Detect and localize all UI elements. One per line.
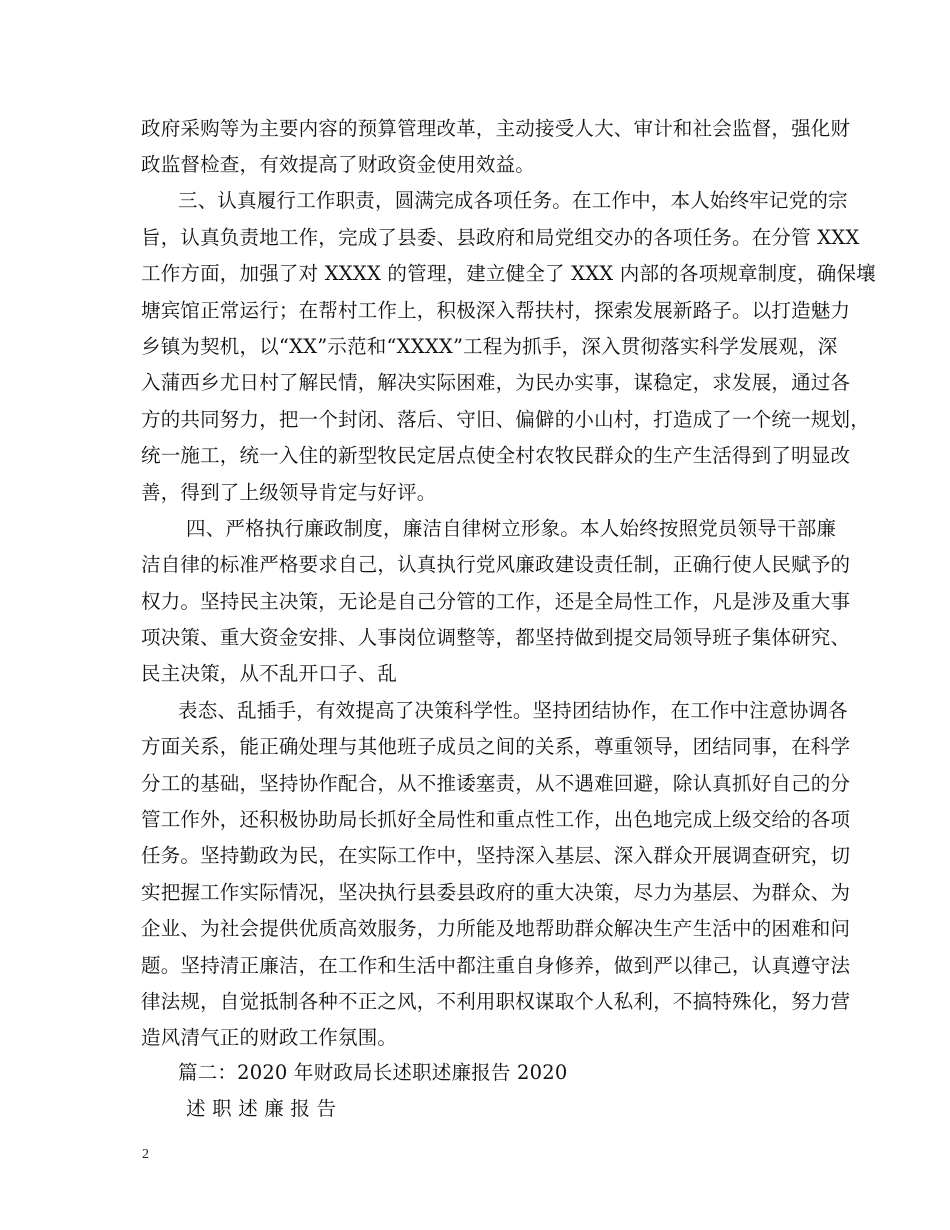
section-heading: 篇二：2020 年财政局长述职述廉报告 2020 bbox=[178, 1061, 568, 1084]
text-line: 工作方面，加强了对 XXXX 的管理，建立健全了 XXX 内部的各项规章制度，确保壤 bbox=[141, 262, 876, 285]
text-line: 塘宾馆正常运行；在帮村工作上，积极深入帮扶村，探索发展新路子。以打造魅力 bbox=[141, 299, 851, 322]
text-line: 善，得到了上级领导肯定与好评。 bbox=[141, 481, 437, 504]
text-line: 三、认真履行工作职责，圆满完成各项任务。在工作中，本人始终牢记党的宗 bbox=[178, 189, 848, 212]
text-line: 方的共同努力，把一个封闭、落后、守旧、偏僻的小山村，打造成了一个统一规划， bbox=[141, 408, 870, 431]
page-number: 2 bbox=[142, 1147, 149, 1162]
text-line: 造风清气正的财政工作氛围。 bbox=[141, 1026, 398, 1049]
text-line: 方面关系，能正确处理与其他班子成员之间的关系，尊重领导，团结同事，在科学 bbox=[141, 735, 851, 758]
text-line: 项决策、重大资金安排、人事岗位调整等，都坚持做到提交局领导班子集体研究、 bbox=[141, 626, 851, 649]
text-line: 表态、乱插手，有效提高了决策科学性。坚持团结协作，在工作中注意协调各 bbox=[178, 699, 848, 722]
text-line: 四、严格执行廉政制度，廉洁自律树立形象。本人始终按照党员领导干部廉 bbox=[186, 517, 837, 540]
text-line: 洁自律的标准严格要求自己，认真执行党风廉政建设责任制，正确行使人民赋予的 bbox=[141, 553, 851, 576]
text-line: 政监督检查，有效提高了财政资金使用效益。 bbox=[141, 153, 536, 176]
text-line: 权力。坚持民主决策，无论是自己分管的工作，还是全局性工作，凡是涉及重大事 bbox=[141, 590, 851, 613]
text-line: 实把握工作实际情况，坚决执行县委县政府的重大决策，尽力为基层、为群众、为 bbox=[141, 881, 851, 904]
text-line: 乡镇为契机，以“XX”示范和“XXXX”工程为抓手，深入贯彻落实科学发展观，深 bbox=[141, 335, 838, 358]
text-line: 任务。坚持勤政为民，在实际工作中，坚持深入基层、深入群众开展调查研究，切 bbox=[141, 844, 851, 867]
text-line: 入蒲西乡尤日村了解民情，解决实际困难，为民办实事，谋稳定，求发展，通过各 bbox=[141, 371, 851, 394]
text-line: 律法规，自觉抵制各种不正之风，不利用职权谋取个人私利，不搞特殊化，努力营 bbox=[141, 990, 851, 1013]
text-line: 管工作外，还积极协助局长抓好全局性和重点性工作，出色地完成上级交给的各项 bbox=[141, 808, 851, 831]
text-line: 民主决策，从不乱开口子、乱 bbox=[141, 662, 398, 685]
report-title: 述 职 述 廉 报 告 bbox=[186, 1097, 337, 1120]
text-line: 分工的基础，坚持协作配合，从不推诿塞责，从不遇难回避，除认真抓好自己的分 bbox=[141, 772, 851, 795]
text-line: 旨，认真负责地工作，完成了县委、县政府和局党组交办的各项任务。在分管 XXX bbox=[141, 226, 860, 249]
text-line: 政府采购等为主要内容的预算管理改革，主动接受人大、审计和社会监督，强化财 bbox=[141, 117, 851, 140]
text-line: 企业、为社会提供优质高效服务，力所能及地帮助群众解决生产生活中的困难和问 bbox=[141, 917, 851, 940]
text-line: 统一施工，统一入住的新型牧民定居点使全村农牧民群众的生产生活得到了明显改 bbox=[141, 444, 851, 467]
text-line: 题。坚持清正廉洁，在工作和生活中都注重自身修养，做到严以律己，认真遵守法 bbox=[141, 954, 851, 977]
